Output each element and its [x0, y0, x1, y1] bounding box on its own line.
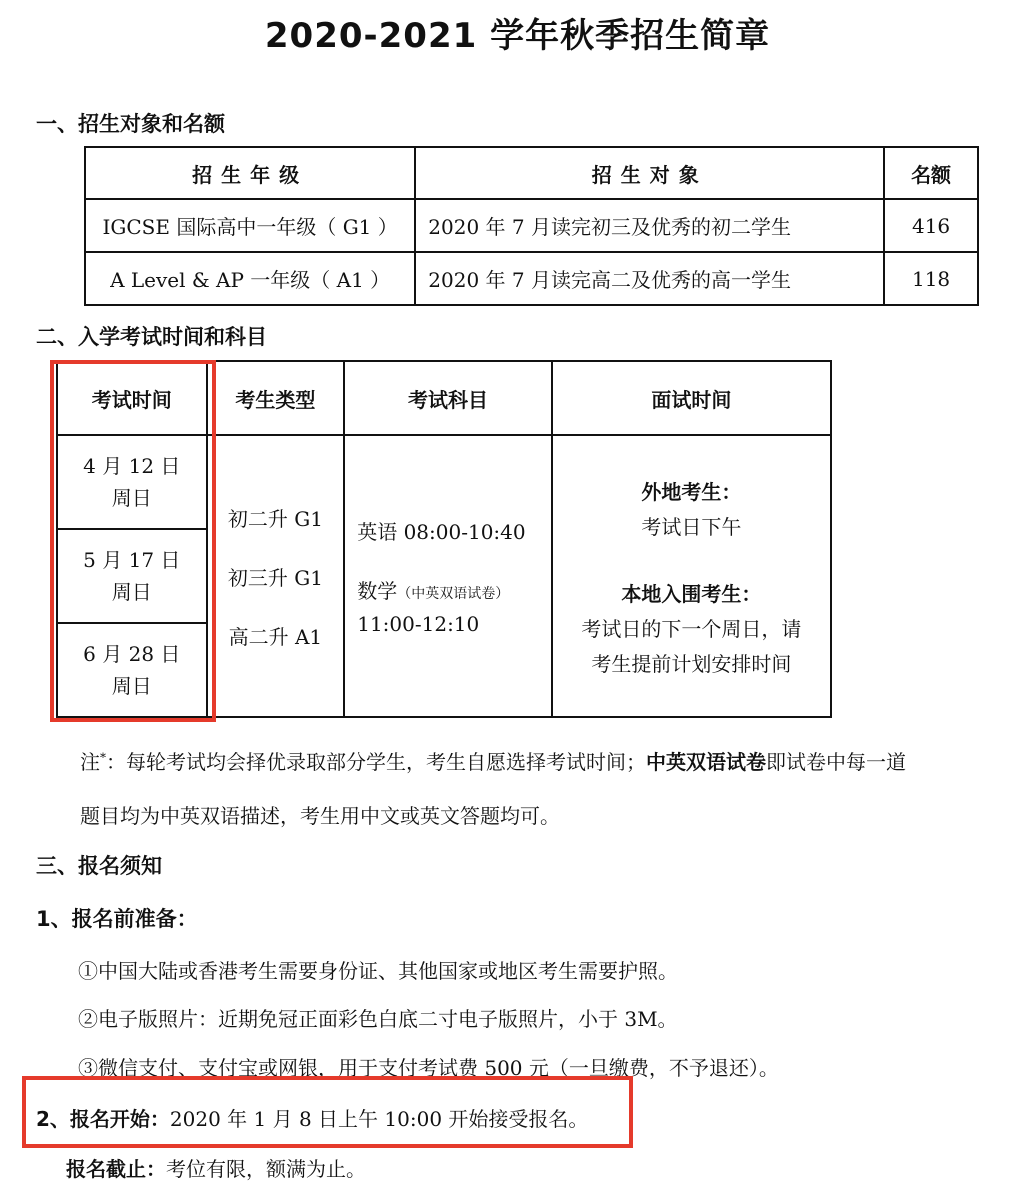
local-text: 考试日的下一个周日，请: [581, 616, 802, 641]
english-subject: 英语 08:00-10:40: [357, 520, 526, 544]
note-star: *: [100, 750, 106, 765]
exam-weekday: 周日: [111, 674, 152, 698]
note-line-1: [80, 746, 906, 775]
grade-cell: A Level & AP 一年级（ A1 ）: [85, 252, 415, 305]
header-subjects: 考试科目: [344, 361, 552, 435]
local-label: 本地入围考生：: [621, 581, 762, 606]
target-cell: 2020 年 7 月读完高二及优秀的高一学生: [415, 252, 884, 305]
registration-start-text: 2020 年 1 月 8 日上午 10:00 开始接受报名。: [169, 1107, 589, 1131]
header-student-type: 考生类型: [207, 361, 345, 435]
quota-cell: 416: [884, 199, 978, 252]
exam-date: 6 月 28 日: [83, 642, 181, 666]
table-header-row: [85, 147, 978, 199]
math-subject: 数学: [357, 579, 398, 603]
interview-cell: [552, 435, 831, 717]
exam-date: 5 月 17 日: [83, 548, 181, 572]
section-heading-2: 二、入学考试时间和科目: [36, 325, 267, 349]
enrollment-table: [84, 146, 979, 306]
header-interview: 面试时间: [552, 361, 831, 435]
registration-deadline-label: 报名截止：: [66, 1157, 166, 1181]
registration-start-label: 2、报名开始：: [36, 1107, 170, 1131]
prep-item: ③微信支付、支付宝或网银，用于支付考试费 500 元（一旦缴费，不予退还）。: [78, 1056, 779, 1080]
header-exam-time: 考试时间: [57, 361, 207, 435]
header-target: 招生对象: [415, 147, 884, 199]
highlight-box-exam-dates: [50, 360, 216, 722]
note-text: 即试卷中每一道: [766, 750, 906, 774]
math-time: 11:00-12:10: [357, 612, 480, 636]
exam-date: 4 月 12 日: [83, 454, 181, 478]
exam-weekday: 周日: [111, 486, 152, 510]
header-grade: 招生年级: [85, 147, 415, 199]
prep-item: ①中国大陆或香港考生需要身份证、其他国家或地区考生需要护照。: [78, 959, 678, 983]
local-text: 考生提前计划安排时间: [591, 651, 792, 676]
quota-cell: 118: [884, 252, 978, 305]
registration-deadline-text: 考位有限，额满为止。: [166, 1157, 366, 1181]
prep-heading: 1、报名前准备：: [36, 907, 198, 931]
highlight-box-registration: [22, 1076, 633, 1148]
out-of-town-text: 考试日下午: [641, 514, 742, 539]
subjects-cell: [344, 435, 552, 717]
prep-item: ②电子版照片：近期免冠正面彩色白底二寸电子版照片，小于 3M。: [78, 1007, 678, 1031]
student-type: 初三升 G1: [227, 565, 323, 590]
page-title: 2020-2021 学年秋季招生简章: [264, 16, 771, 56]
note-text: ：每轮考试均会择优录取部分学生，考生自愿选择考试时间；: [106, 750, 646, 774]
grade-cell: IGCSE 国际高中一年级（ G1 ）: [85, 199, 415, 252]
note-bold-term: 中英双语试卷: [646, 750, 766, 774]
math-note: （中英双语试卷）: [397, 586, 510, 602]
out-of-town-label: 外地考生：: [641, 479, 742, 504]
student-types-cell: [207, 435, 345, 717]
exam-weekday: 周日: [111, 580, 152, 604]
table-row: [85, 199, 978, 252]
note-line-2: 题目均为中英双语描述，考生用中文或英文答题均可。: [80, 804, 560, 828]
target-cell: 2020 年 7 月读完初三及优秀的初二学生: [415, 199, 884, 252]
section-heading-1: 一、招生对象和名额: [36, 112, 225, 136]
header-quota: 名额: [884, 147, 978, 199]
student-type: 高二升 A1: [228, 624, 323, 649]
table-row: [85, 252, 978, 305]
note-prefix: 注: [80, 750, 100, 774]
section-heading-3: 三、报名须知: [36, 854, 162, 878]
student-type: 初二升 G1: [227, 506, 323, 531]
registration-deadline: [66, 1153, 366, 1182]
